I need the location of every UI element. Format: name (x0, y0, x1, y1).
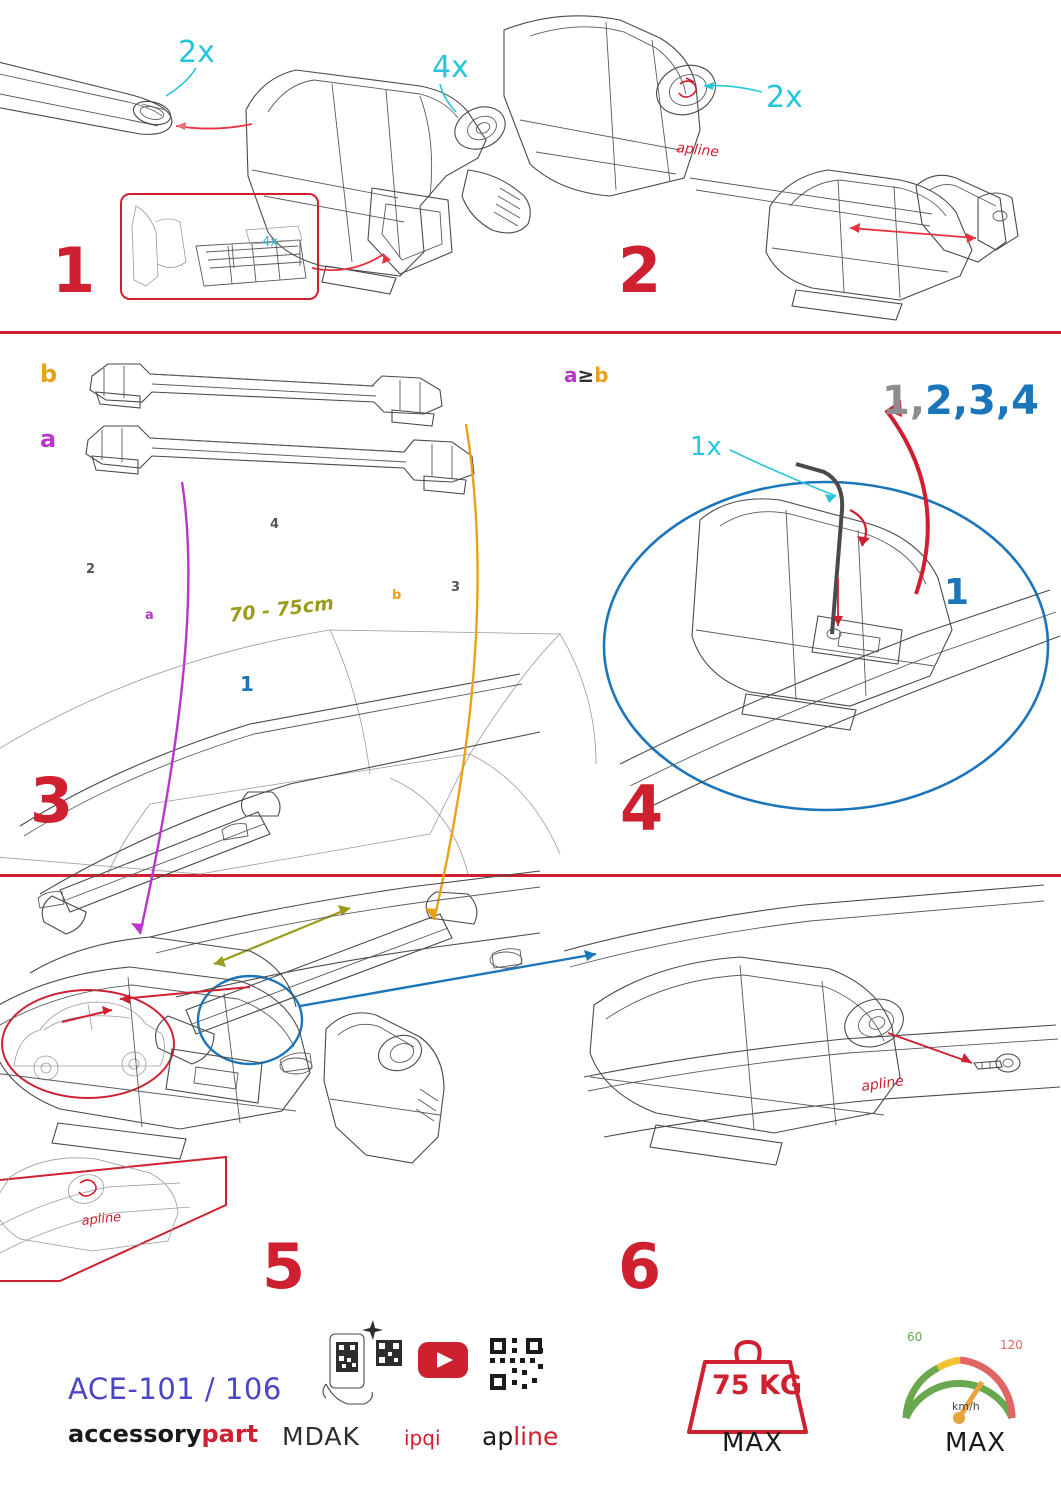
tighten-order-label (882, 378, 1039, 424)
step-2-illustration (600, 0, 1061, 331)
brand-marking-upper: apline (675, 140, 720, 161)
roof-rail-drawing (0, 60, 173, 134)
inset-lock-mark (79, 1180, 96, 1196)
speed-scale-high: 120 (1000, 1338, 1023, 1352)
rail-qty-leader (166, 68, 196, 96)
pad-install-arrow (312, 254, 384, 270)
model-code: ACE-101 / 106 (68, 1372, 282, 1406)
arrow-label-b: b (392, 588, 402, 603)
detail-rail-drawing (620, 590, 1060, 810)
rail-quantity-label: 2x (178, 35, 215, 70)
bar-b-placement-arrow (434, 424, 478, 920)
zoom-detail-circle (604, 482, 1048, 810)
step6-foot-drawing (590, 957, 910, 1165)
tighten-order-first: 1, (882, 378, 926, 424)
youtube-icon (418, 1342, 468, 1378)
lock-quantity-label: 2x (766, 80, 803, 115)
tool-qty-leader (730, 450, 836, 496)
step5-crossbar-drawing (0, 937, 310, 1159)
step5-rail-drawing (150, 871, 540, 997)
inset-brand-marking: apline (80, 1209, 122, 1229)
pad-quantity-label: 4x (432, 50, 469, 85)
step-1-number: 1 (52, 234, 96, 307)
pad-detail-frame (120, 193, 319, 300)
speed-unit-label: km/h (952, 1400, 980, 1413)
foot-lower-drawing (766, 170, 972, 320)
crossbar-b-drawing (90, 364, 442, 426)
slide-arrow (850, 228, 976, 238)
step5-slide-arrow (120, 987, 250, 999)
max-load-value: 75 KG (712, 1370, 803, 1401)
step-4-number: 4 (620, 772, 664, 845)
position-marker-3: 3 (451, 580, 461, 595)
crossbar-a-drawing (86, 426, 474, 494)
tighten-order-arrow (886, 410, 928, 594)
max-load-caption: MAX (722, 1428, 784, 1458)
step6-brand-marking: apline (860, 1073, 905, 1095)
end-cap-drawing (916, 175, 1018, 262)
ipqi-logo-text: ipqi (404, 1426, 441, 1450)
max-speed-caption: MAX (945, 1428, 1007, 1458)
position-marker-1: 1 (240, 672, 254, 696)
condition-a: a (564, 363, 578, 387)
car-roof-drawing (0, 630, 596, 874)
inset-pad-quantity-label: 4x (262, 235, 278, 250)
step-5-number: 5 (262, 1230, 306, 1303)
brand-logo-part1: accessory (68, 1420, 202, 1448)
detail-index-label: 1 (944, 572, 970, 613)
max-speed-icon (906, 1360, 1012, 1424)
step-3-number: 3 (30, 764, 74, 837)
bar-label-b: b (40, 360, 58, 388)
apline-logo-text (482, 1422, 558, 1451)
apline-logo-part2: line (513, 1422, 559, 1451)
condition-b: b (594, 363, 609, 387)
spacing-dimension-label: 70 - 75cm (228, 592, 335, 627)
qr-code-icon (488, 1336, 544, 1392)
tool-quantity-label: 1x (690, 432, 722, 462)
step6-rail-drawing (564, 885, 1060, 1137)
step-6-number: 6 (618, 1230, 662, 1303)
brand-logo (68, 1420, 258, 1448)
step5-lock-detail-inset (0, 1157, 226, 1281)
bar-label-a: a (40, 425, 57, 453)
mdak-logo-text: MDAK (282, 1422, 360, 1451)
scan-qr-phone-icon (323, 1320, 402, 1404)
speed-scale-low: 60 (907, 1330, 923, 1344)
bar-a-placement-arrow (140, 482, 188, 934)
detail-foot-drawing (692, 499, 952, 730)
brand-logo-part2: part (201, 1420, 259, 1448)
key-remove-arrow (888, 1033, 972, 1063)
tighten-order-rest: 2,3,4 (925, 378, 1039, 424)
step-2-number: 2 (618, 234, 662, 307)
condition-operator: ≥ (577, 363, 595, 387)
step5-end-bracket (324, 1013, 444, 1163)
assembly-arrow-rail (176, 124, 252, 129)
apline-logo-part1: ap (482, 1422, 514, 1451)
key-drawing (974, 1054, 1020, 1072)
arrow-label-a: a (145, 608, 154, 623)
position-marker-2: 2 (86, 562, 96, 577)
position-marker-4: 4 (270, 517, 280, 532)
